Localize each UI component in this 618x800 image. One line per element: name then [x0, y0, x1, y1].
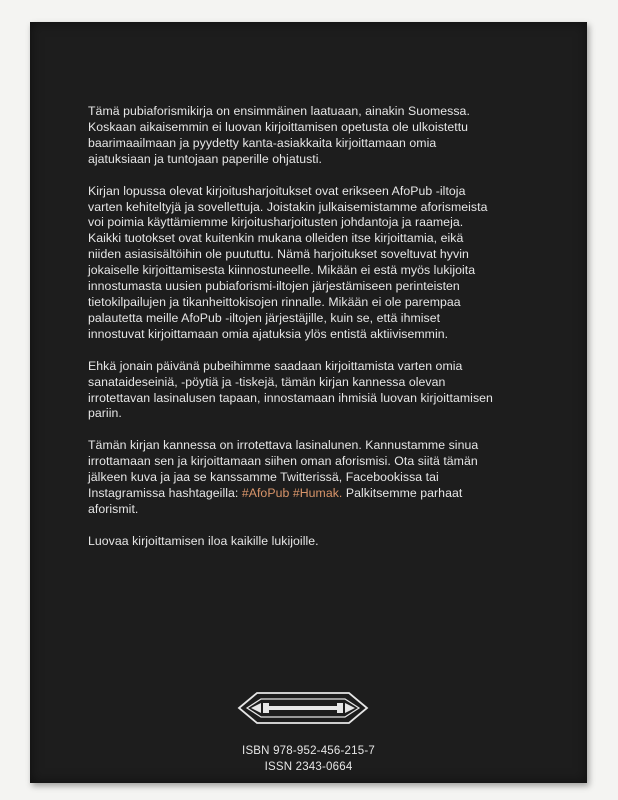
- paragraph-future: [88, 359, 548, 423]
- text-line: innostuvat kirjoittamaan omia ajatuksia ylös entistä aktiivisemmin.: [88, 326, 449, 341]
- text-line: sanataideseiniä, -pöytiä ja -tiskejä, tämän kirjan kannessa olevan: [88, 374, 446, 389]
- paragraph-exercises: [88, 184, 548, 343]
- hashtag-line-after: Palkitsemme parhaat: [342, 486, 463, 501]
- text-line: Ehkä jonain päivänä pubeihimme saadaan kirjoittamista varten omia: [88, 358, 463, 373]
- text-line: Tämän kirjan kannessa on irrotettava lasinalunen. Kannustamme sinua: [88, 438, 479, 453]
- blurb-text: [88, 104, 548, 566]
- text-line: aforismit.: [88, 501, 139, 516]
- text-line: baarimaailmaan ja pyydetty kanta-asiakkaita kirjoittamaan omia: [88, 135, 437, 150]
- text-line: Kaikki tuotokset ovat kuitenkin mukana olleiden itse kirjoittamia, eikä: [88, 231, 464, 246]
- book-back-cover: [30, 22, 587, 783]
- hashtag-line: [88, 486, 548, 502]
- text-line: voi poimia käyttämiemme kirjoitusharjoitusten johdantoja ja raameja.: [88, 215, 464, 230]
- issn-number: ISSN 2343-0664: [264, 761, 353, 773]
- text-line: pariin.: [88, 406, 122, 421]
- text-line: jokaiselle kirjoittamisesta kiinnostuneelle. Mikään ei estä myös lukijoita: [88, 263, 476, 278]
- text-line: niiden asiasisältöihin ole puututtu. Nämä harjoitukset soveltuvat hyvin: [88, 247, 469, 262]
- text-line: Koskaan aikaisemmin ei luovan kirjoittamisen opetusta ole ulkoistettu: [88, 119, 469, 134]
- text-line: Kirjan lopussa olevat kirjoitusharjoitukset ovat erikseen AfoPub -iltoja: [88, 183, 466, 198]
- text-line: Luovaa kirjoittamisen iloa kaikille lukijoille.: [88, 533, 319, 548]
- hashtags: #AfoPub #Humak.: [241, 486, 343, 501]
- hashtag-line-before: Instagramissa hashtageilla:: [88, 486, 242, 501]
- paragraph-closing: [88, 534, 548, 550]
- isbn-number: ISBN 978-952-456-215-7: [242, 745, 375, 757]
- text-line: ajatuksiaan ja tuntojaan paperille ohjatusti.: [88, 151, 322, 166]
- text-line: varten kehiteltyjä ja sovellettuja. Joistakin julkaisemistamme aforismeista: [88, 199, 488, 214]
- paragraph-coaster: [88, 438, 548, 518]
- text-line: innostumasta uusien pubiaforismi-iltojen järjestämiseen perinteisten: [88, 279, 460, 294]
- text-line: Tämä pubiaforismikirja on ensimmäinen laatuaan, ainakin Suomessa.: [88, 104, 470, 118]
- text-line: tietokilpailujen ja tikanheittokisojen rinnalle. Mikään ei ole parempaa: [88, 294, 461, 309]
- shuttle-emblem-icon: [237, 690, 369, 726]
- paragraph-intro: [88, 104, 548, 168]
- text-line: irrottamaan sen ja kirjoittamaan siihen oman aforismisi. Ota siitä tämän: [88, 454, 478, 469]
- text-line: jälkeen kuva ja jaa se kanssamme Twitterissä, Facebookissa tai: [88, 470, 439, 485]
- text-line: palautetta meille AfoPub -iltojen järjestäjille, kuin se, että ihmiset: [88, 310, 441, 325]
- text-line: irrotettavan lasinalusen tapaan, innostamaan ihmisiä luovan kirjoittamisen: [88, 390, 493, 405]
